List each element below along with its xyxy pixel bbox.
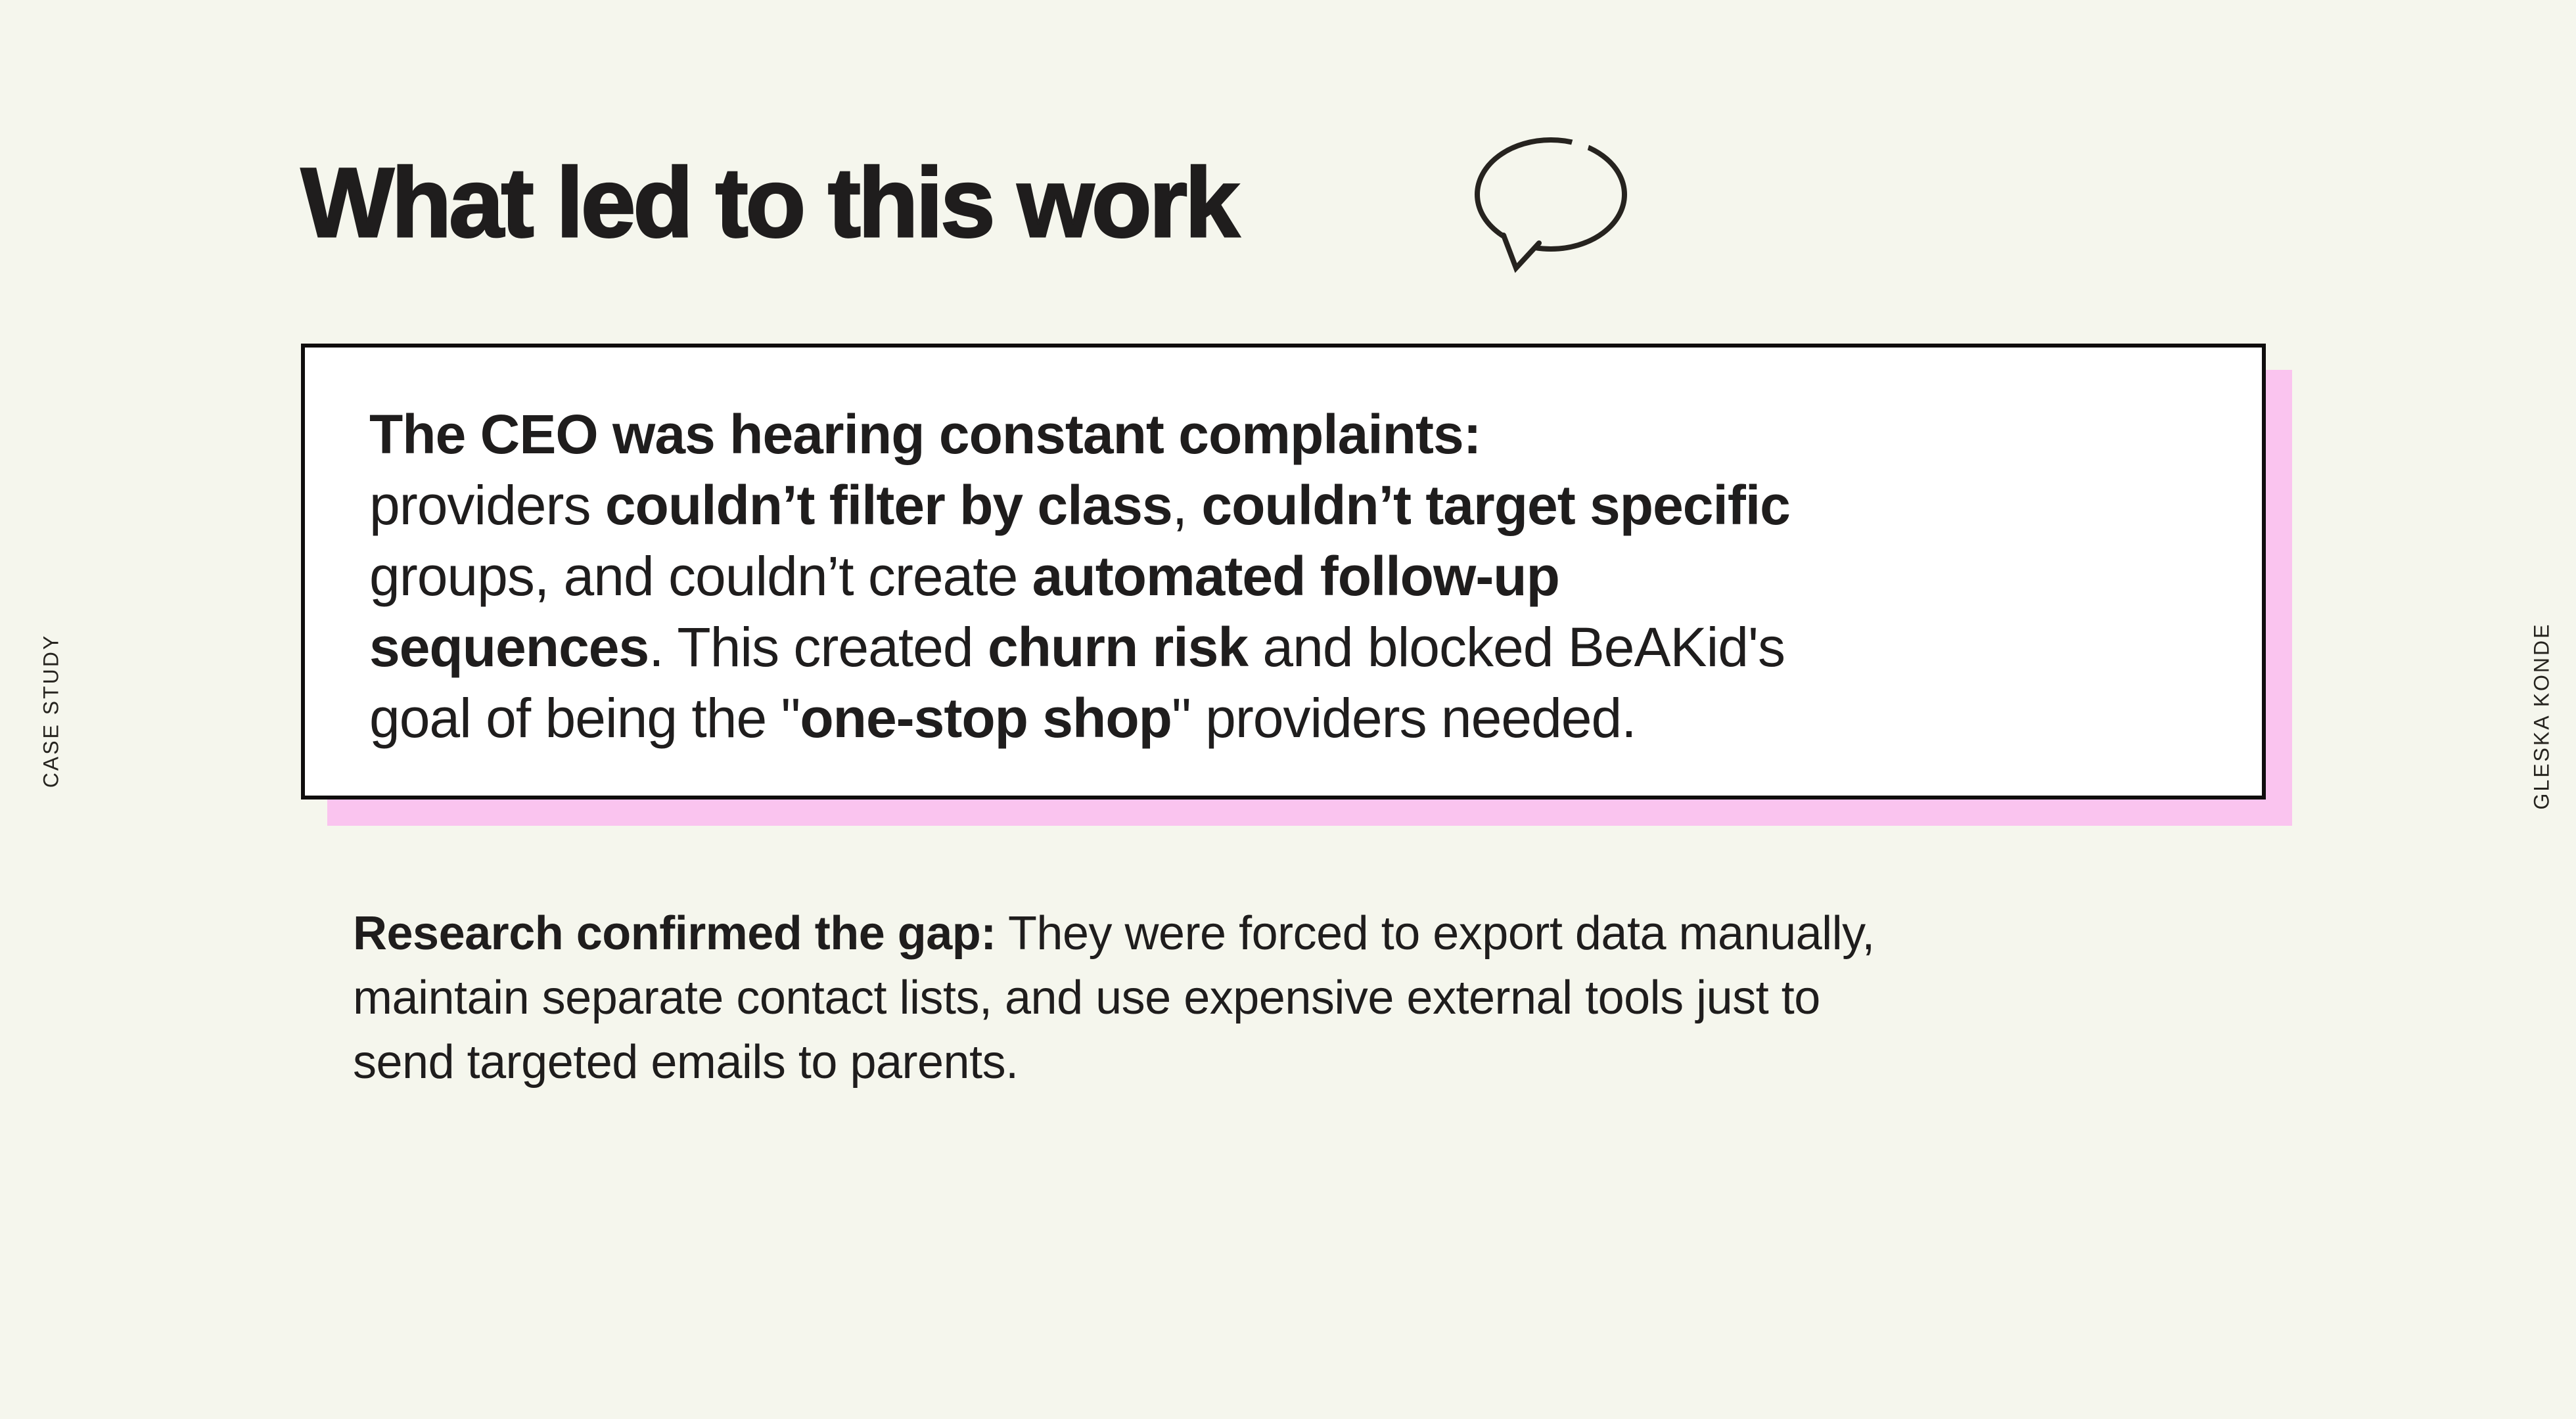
research-paragraph — [353, 901, 2259, 1094]
text-line: Research confirmed the gap: They were forced to export data manually, — [353, 907, 1875, 960]
sidebar-label-case-study: CASE STUDY — [39, 633, 63, 788]
page-title: What led to this work — [301, 147, 1237, 258]
sidebar-label-author: GLESKA KONDE — [2529, 622, 2554, 810]
text-line: groups, and couldn’t create automated follow-up — [369, 545, 1559, 607]
quote-box — [301, 344, 2266, 800]
speech-bubble-icon — [1473, 137, 1631, 278]
quote-text — [369, 399, 2199, 754]
text-line: maintain separate contact lists, and use expensive external tools just to — [353, 972, 1820, 1024]
text-line: The CEO was hearing constant complaints: — [369, 403, 1481, 465]
text-line: send targeted emails to parents. — [353, 1036, 1019, 1089]
text-line: sequences. This created churn risk and blocked BeAKid's — [369, 616, 1785, 678]
text-line: providers couldn’t filter by class, couldn’t target specific — [369, 474, 1790, 536]
text-line: goal of being the "one-stop shop" providers needed. — [369, 687, 1636, 749]
